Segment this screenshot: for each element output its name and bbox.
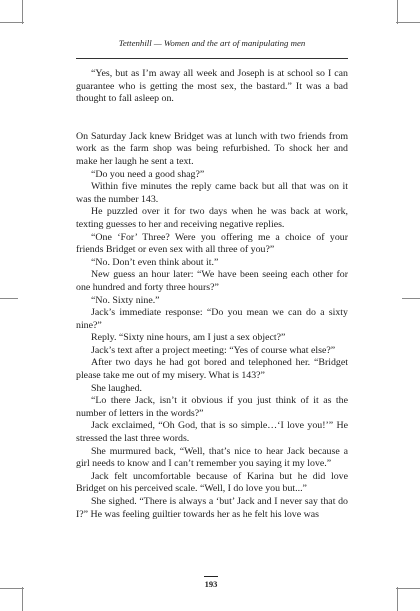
page-number: 193 — [204, 579, 218, 589]
crop-mark — [0, 22, 24, 23]
paragraph: “No. Sixty nine.” — [91, 294, 160, 306]
paragraph: Jack’s text after a project meeting: “Yes of course what else?” — [91, 344, 336, 356]
paragraph: He puzzled over it for two days when he was back at work, texting guesses to her and receiving negative replies. — [76, 206, 348, 230]
paragraph: Jack’s immediate response: “Do you mean we can do a sixty nine?” — [76, 307, 348, 331]
paragraph: “Lo there Jack, isn’t it obvious if you just think of it as the number of letters in the words?” — [76, 395, 348, 419]
header-rule — [76, 58, 348, 59]
paragraph: Jack felt uncomfortable because of Karina but he did love Bridget on his perceived scale. “Well, I do love you but...” — [76, 470, 348, 495]
paragraph: Within five minutes the reply came back but all that was on it was the number 143. — [76, 181, 348, 205]
paragraph: She sighed. “There is always a ‘but’ Jack and I never say that do I?” He was feeling guiltier towards her as he felt his love was — [76, 496, 348, 520]
paragraph: She laughed. — [91, 382, 143, 394]
page-body — [76, 68, 348, 521]
crop-mark — [22, 587, 23, 611]
paragraph: “One ‘For’ Three? Were you offering me a choice of your friends Bridget or even sex with all three of you?” — [76, 231, 348, 256]
footer-rule — [204, 576, 218, 577]
crop-mark — [396, 588, 420, 589]
crop-mark — [397, 587, 398, 611]
paragraph: She murmured back, “Well, that’s nice to hear Jack because a girl needs to know and I can’t remember you saying it my love.” — [76, 445, 348, 470]
paragraph: After two days he had got bored and telephoned her. “Bridget please take me out of my misery. What is 143?” — [76, 357, 348, 382]
paragraph: “No. Don’t even think about it.” — [91, 256, 219, 268]
paragraph: On Saturday Jack knew Bridget was at lunch with two friends from work as the farm shop was being refurbished. To shock her and make her laugh he sent a text. — [76, 130, 348, 167]
crop-mark — [402, 298, 420, 299]
paragraph: “Yes, but as I’m away all week and Joseph is at school so I can guarantee who is getting the most sex, the bastard.” It was a bad thought to fall asleep on. — [76, 68, 348, 105]
crop-mark — [397, 0, 398, 24]
crop-mark — [0, 298, 18, 299]
crop-mark — [396, 22, 420, 23]
paragraph: New guess an hour later: “We have been seeing each other for one hundred and forty three hours?” — [76, 269, 348, 293]
paragraph: Reply. “Sixty nine hours, am I just a sex object?” — [91, 332, 286, 344]
running-header: Tettenhill — Women and the art of manipulating men — [118, 38, 306, 48]
paragraph: Jack exclaimed, “Oh God, that is so simple…‘I love you!’” He stressed the last three words. — [76, 420, 348, 445]
crop-mark — [0, 588, 24, 589]
paragraph: “Do you need a good shag?” — [91, 168, 205, 180]
crop-mark — [22, 0, 23, 24]
